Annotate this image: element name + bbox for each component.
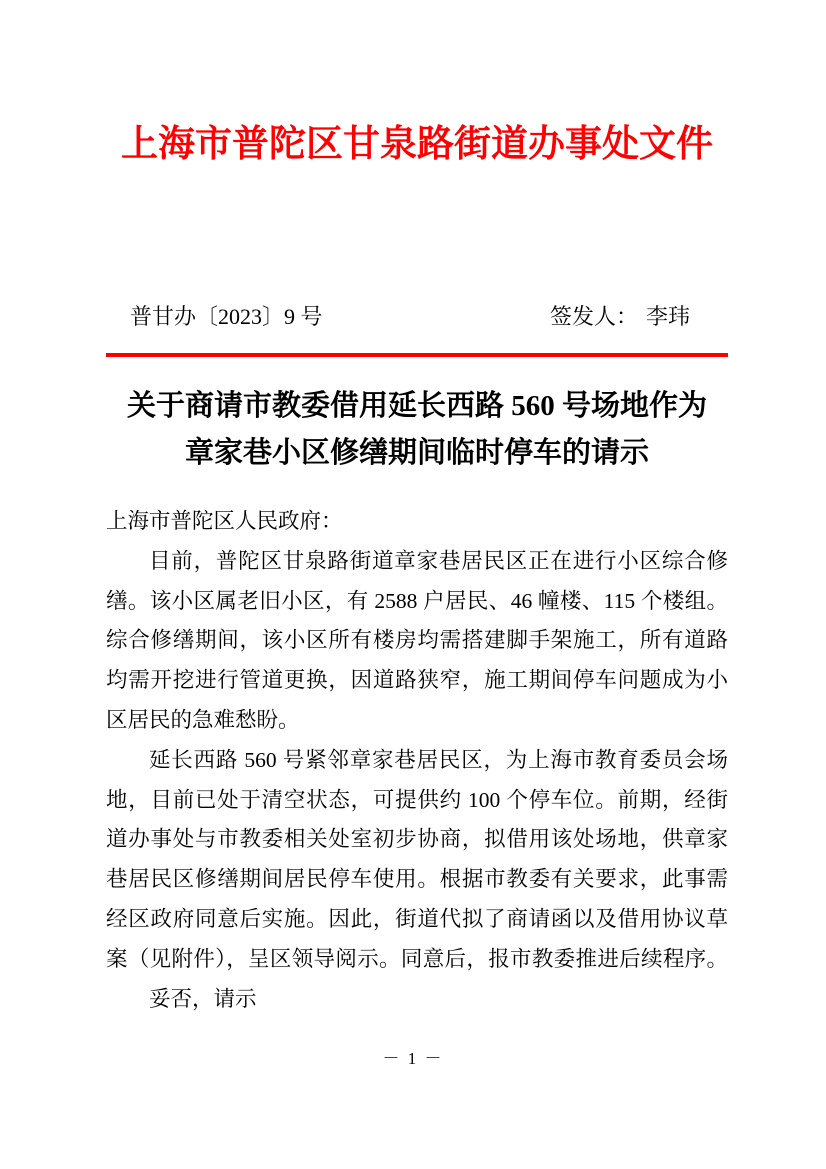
body-line: 巷居民区修缮期间居民停车使用。根据市教委有关要求，此事需 bbox=[106, 867, 728, 892]
body-line: 经区政府同意后实施。因此，街道代拟了商请函以及借用协议草 bbox=[106, 906, 728, 931]
document-title bbox=[86, 383, 748, 477]
document-body bbox=[106, 502, 728, 1019]
body-line: 延长西路 560 号紧邻章家巷居民区，为上海市教育委员会场 bbox=[149, 747, 728, 772]
red-divider-line bbox=[106, 353, 728, 357]
doc-number-row bbox=[106, 301, 728, 333]
body-line: 区居民的急难愁盼。 bbox=[106, 707, 300, 732]
document-title-line1: 关于商请市教委借用延长西路 560 号场地作为 bbox=[126, 390, 707, 422]
doc-number: 普甘办〔2023〕9 号 bbox=[130, 304, 323, 329]
document-header-title: 上海市普陀区甘泉路街道办事处文件 bbox=[121, 123, 713, 164]
body-line: 地，目前已处于清空状态，可提供约 100 个停车位。前期，经街 bbox=[106, 787, 728, 812]
body-line-closing: 妥否，请示 bbox=[149, 986, 257, 1011]
body-line: 案（见附件），呈区领导阅示。同意后，报市教委推进后续程序。 bbox=[106, 946, 728, 971]
body-line: 目前，普陀区甘泉路街道章家巷居民区正在进行小区综合修 bbox=[149, 548, 728, 573]
document-title-line2: 章家巷小区修缮期间临时停车的请示 bbox=[184, 437, 649, 469]
body-line: 均需开挖进行管道更换，因道路狭窄，施工期间停车问题成为小 bbox=[106, 668, 728, 693]
body-line: 缮。该小区属老旧小区，有 2588 户居民、46 幢楼、115 个楼组。 bbox=[106, 588, 728, 613]
body-line-salutation: 上海市普陀区人民政府： bbox=[106, 509, 343, 533]
signer bbox=[550, 301, 690, 333]
body-line: 综合修缮期间，该小区所有楼房均需搭建脚手架施工，所有道路 bbox=[106, 628, 728, 653]
signer-label: 签发人： bbox=[549, 304, 638, 329]
page-number: － 1 － bbox=[382, 1049, 444, 1068]
signer-name: 李玮 bbox=[645, 304, 690, 329]
body-line: 道办事处与市教委相关处室初步协商，拟借用该处场地，供章家 bbox=[106, 827, 728, 852]
